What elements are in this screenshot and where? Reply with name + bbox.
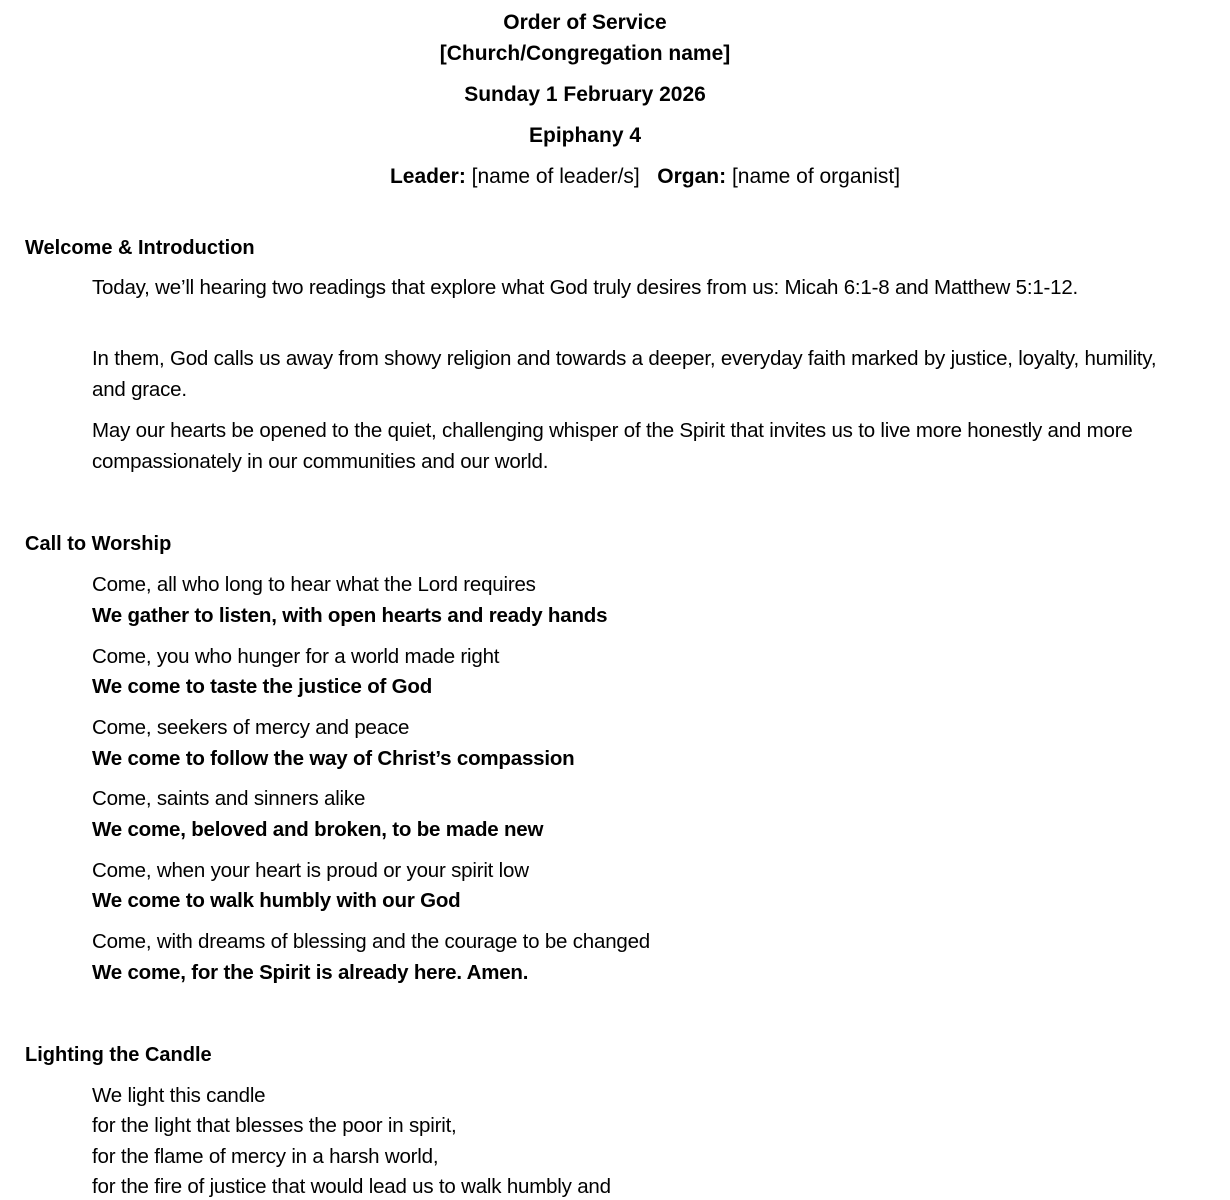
organ-value: [name of organist]	[731, 165, 901, 188]
people-response: We come to taste the justice of God	[92, 675, 433, 698]
people-response: We come to walk humbly with our God	[92, 889, 461, 912]
welcome-paragraph: Today, we’ll hearing two readings that explore what God truly desires from us: Micah 6:1-8 and Matthew 5:1-12.	[92, 276, 1079, 299]
service-title: Order of Service	[503, 11, 667, 34]
liturgical-occasion: Epiphany 4	[528, 124, 642, 147]
leader-line: Come, you who hunger for a world made right	[92, 645, 500, 668]
candle-liturgy-line: We light this candle	[92, 1084, 266, 1107]
leader-line: Come, all who long to hear what the Lord requires	[92, 573, 536, 596]
service-date: Sunday 1 February 2026	[464, 83, 706, 106]
candle-liturgy-line: for the flame of mercy in a harsh world,	[92, 1145, 439, 1168]
people-response: We come to follow the way of Christ’s compassion	[92, 747, 575, 770]
people-response: We come, beloved and broken, to be made new	[92, 818, 544, 841]
leader-label: Leader:	[389, 165, 466, 188]
leader-value: [name of leader/s]	[471, 165, 640, 188]
leader-line: Come, saints and sinners alike	[92, 787, 366, 810]
leader-organ-line	[60, 164, 1230, 190]
church-name: [Church/Congregation name]	[439, 42, 731, 65]
welcome-paragraph: May our hearts be opened to the quiet, challenging whisper of the Spirit that invites us to live more honestly and more compassionately in our communities and our world.	[92, 419, 1133, 473]
section-heading-welcome: Welcome & Introduction	[25, 237, 255, 259]
section-heading-call-to-worship: Call to Worship	[25, 533, 172, 555]
leader-line: Come, seekers of mercy and peace	[92, 716, 410, 739]
people-response: We come, for the Spirit is already here. Amen.	[92, 961, 529, 984]
leader-line: Come, when your heart is proud or your spirit low	[92, 859, 529, 882]
leader-line: Come, with dreams of blessing and the courage to be changed	[92, 930, 650, 953]
candle-liturgy-line: for the light that blesses the poor in spirit,	[92, 1114, 457, 1137]
section-heading-lighting-candle: Lighting the Candle	[25, 1044, 212, 1066]
organ-label: Organ:	[657, 165, 727, 188]
candle-liturgy-line: for the fire of justice that would lead us to walk humbly and	[92, 1175, 611, 1198]
welcome-paragraph: In them, God calls us away from showy religion and towards a deeper, everyday faith marked by justice, loyalty, humility, and grace.	[92, 347, 1157, 401]
people-response: We gather to listen, with open hearts and ready hands	[92, 604, 608, 627]
